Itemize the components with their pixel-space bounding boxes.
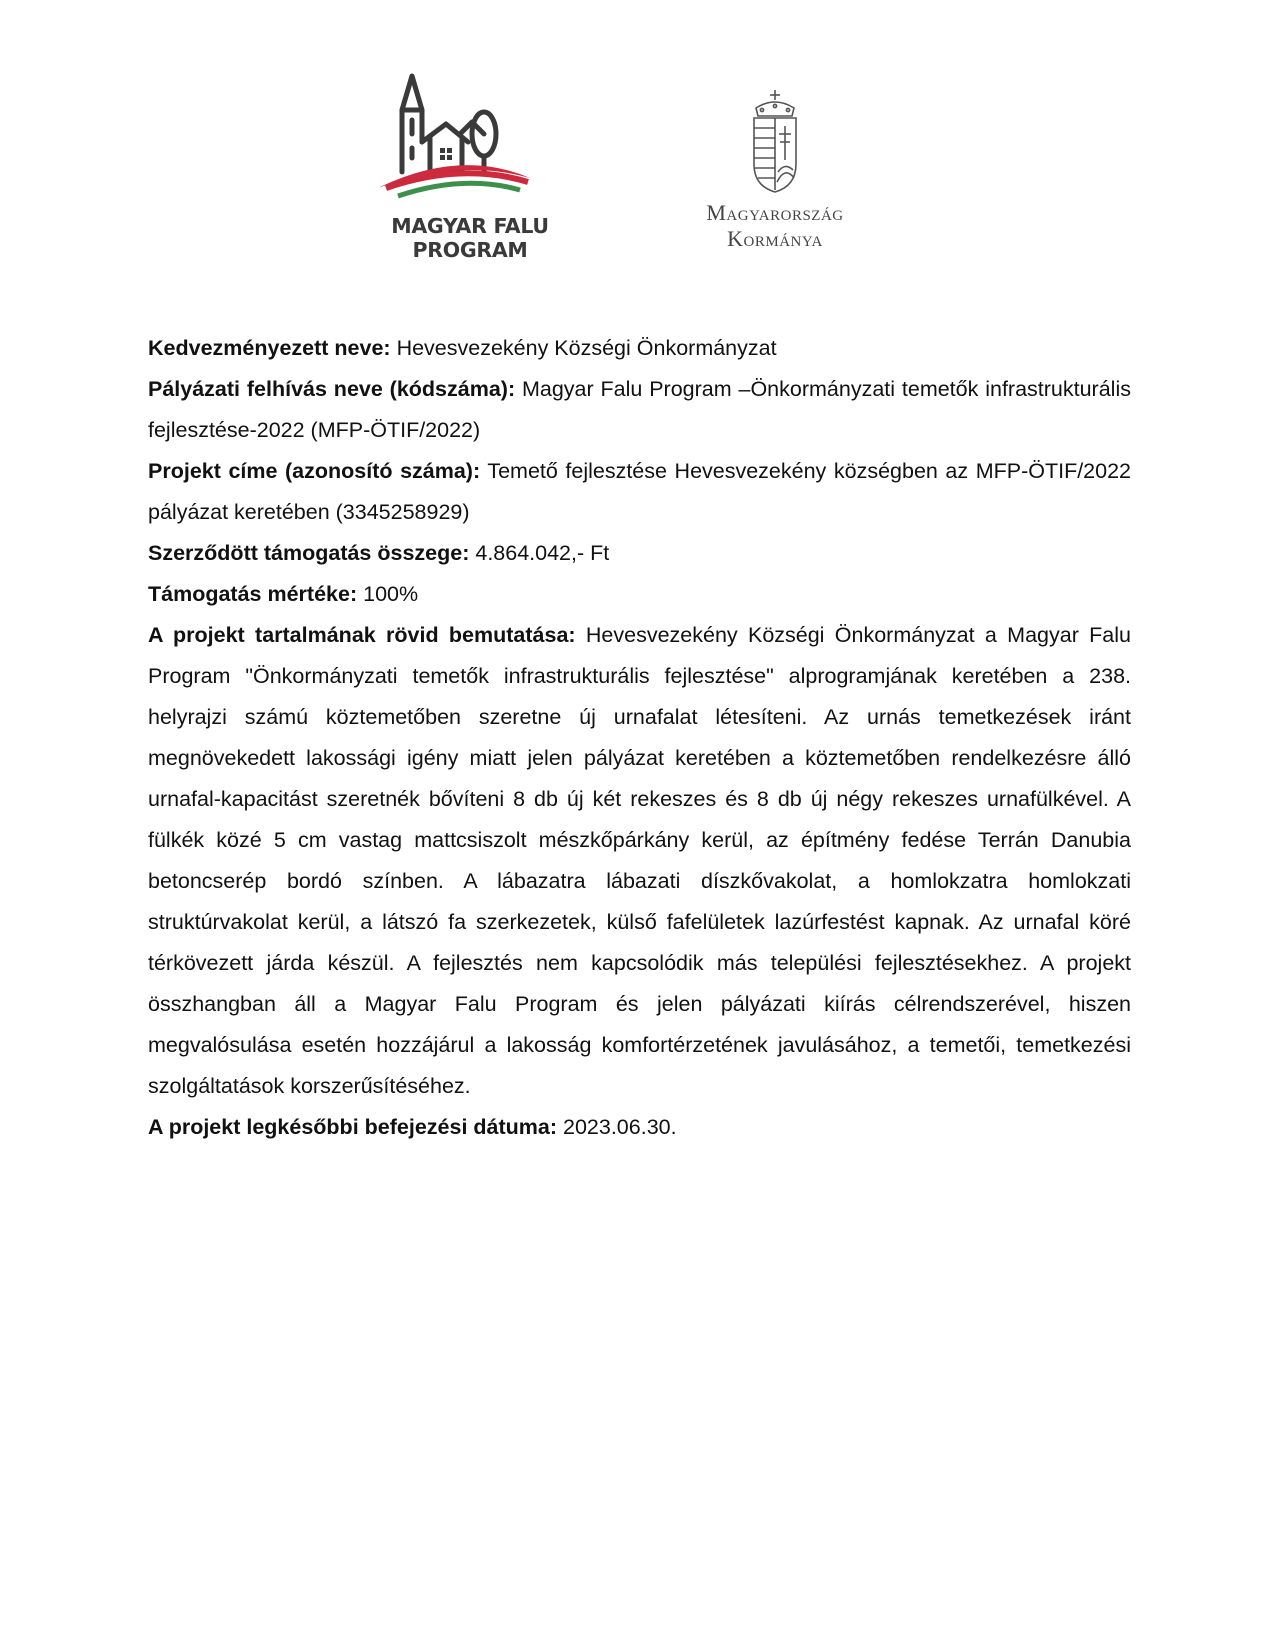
government-logo [680, 86, 870, 261]
coat-of-arms-icon [680, 86, 870, 196]
grant-rate-row [148, 574, 1131, 615]
project-title-label: Projekt címe (azonosító száma): [148, 459, 481, 483]
completion-date-value: 2023.06.30. [563, 1115, 677, 1139]
call-name-value: Magyar Falu Program –Önkormányzati temetők infrastrukturális fejlesztése-2022 (MFP-ÖTIF/2022) [148, 377, 1131, 442]
call-name-row [148, 369, 1131, 451]
village-icon [380, 72, 560, 202]
completion-date-label: A projekt legkésőbbi befejezési dátuma: [148, 1115, 558, 1139]
logo-header [0, 0, 1275, 290]
magyar-falu-program-logo [380, 72, 560, 267]
project-info [148, 328, 1131, 1148]
beneficiary-label: Kedvezményezett neve: [148, 336, 391, 360]
description-label: A projekt tartalmának rövid bemutatása: [148, 623, 576, 647]
beneficiary-row [148, 328, 1131, 369]
grant-amount-row [148, 533, 1131, 574]
project-title-value: Temető fejlesztése Hevesvezekény községben az MFP-ÖTIF/2022 pályázat keretében (3345258929) [148, 459, 1132, 524]
description-value: Hevesvezekény Községi Önkormányzat a Magyar Falu Program "Önkormányzati temetők infrastrukturális fejlesztése" alprogramjának keretében a 238. helyrajzi számú köztemetőben szeretne új urnafalat létesíteni. Az urnás temetkezések iránt megnövekedett lakossági igény miatt jelen pályázat keretében a köztemetőben rendelkezésre álló urnafal-kapacitást szeretnék bővíteni 8 db új két rekeszes és 8 db új négy rekeszes urnafülkével. A fülkék közé 5 cm vastag mattcsiszolt mészkőpárkány kerül, az építmény fedése Terrán Danubia betoncserép bordó színben. A lábazatra lábazati díszkővakolat, a homlokzatra homlokzati struktúrvakolat kerül, a látszó fa szerkezetek, külső fafelületek lazúrfestést kapnak. Az urnafal köré térkövezett járda készül. A fejlesztés nem kapcsolódik más települési fejlesztésekhez. A projekt összhangban áll a Magyar Falu Program és jelen pályázati kiírás célrendszerével, hiszen megvalósulása esetén hozzájárul a lakosság komfortérzetének javulásához, a temetői, temetkezési szolgáltatások korszerűsítéséhez. [148, 623, 1131, 1098]
grant-rate-value: 100% [363, 582, 419, 606]
grant-amount-value: 4.864.042,- Ft [475, 541, 610, 565]
grant-amount-label: Szerződött támogatás összege: [148, 541, 470, 565]
government-logo-line1: Magyarország [706, 200, 844, 225]
completion-date-row [148, 1107, 1131, 1148]
beneficiary-value: Hevesvezekény Községi Önkormányzat [396, 336, 777, 360]
mfp-logo-line2: PROGRAM [412, 238, 528, 262]
description-row [148, 615, 1131, 1107]
project-title-row [148, 451, 1131, 533]
call-name-label: Pályázati felhívás neve (kódszáma): [148, 377, 516, 401]
grant-rate-label: Támogatás mértéke: [148, 582, 358, 606]
government-logo-line2: Kormánya [727, 226, 823, 251]
mfp-logo-line1: MAGYAR FALU [391, 214, 549, 238]
